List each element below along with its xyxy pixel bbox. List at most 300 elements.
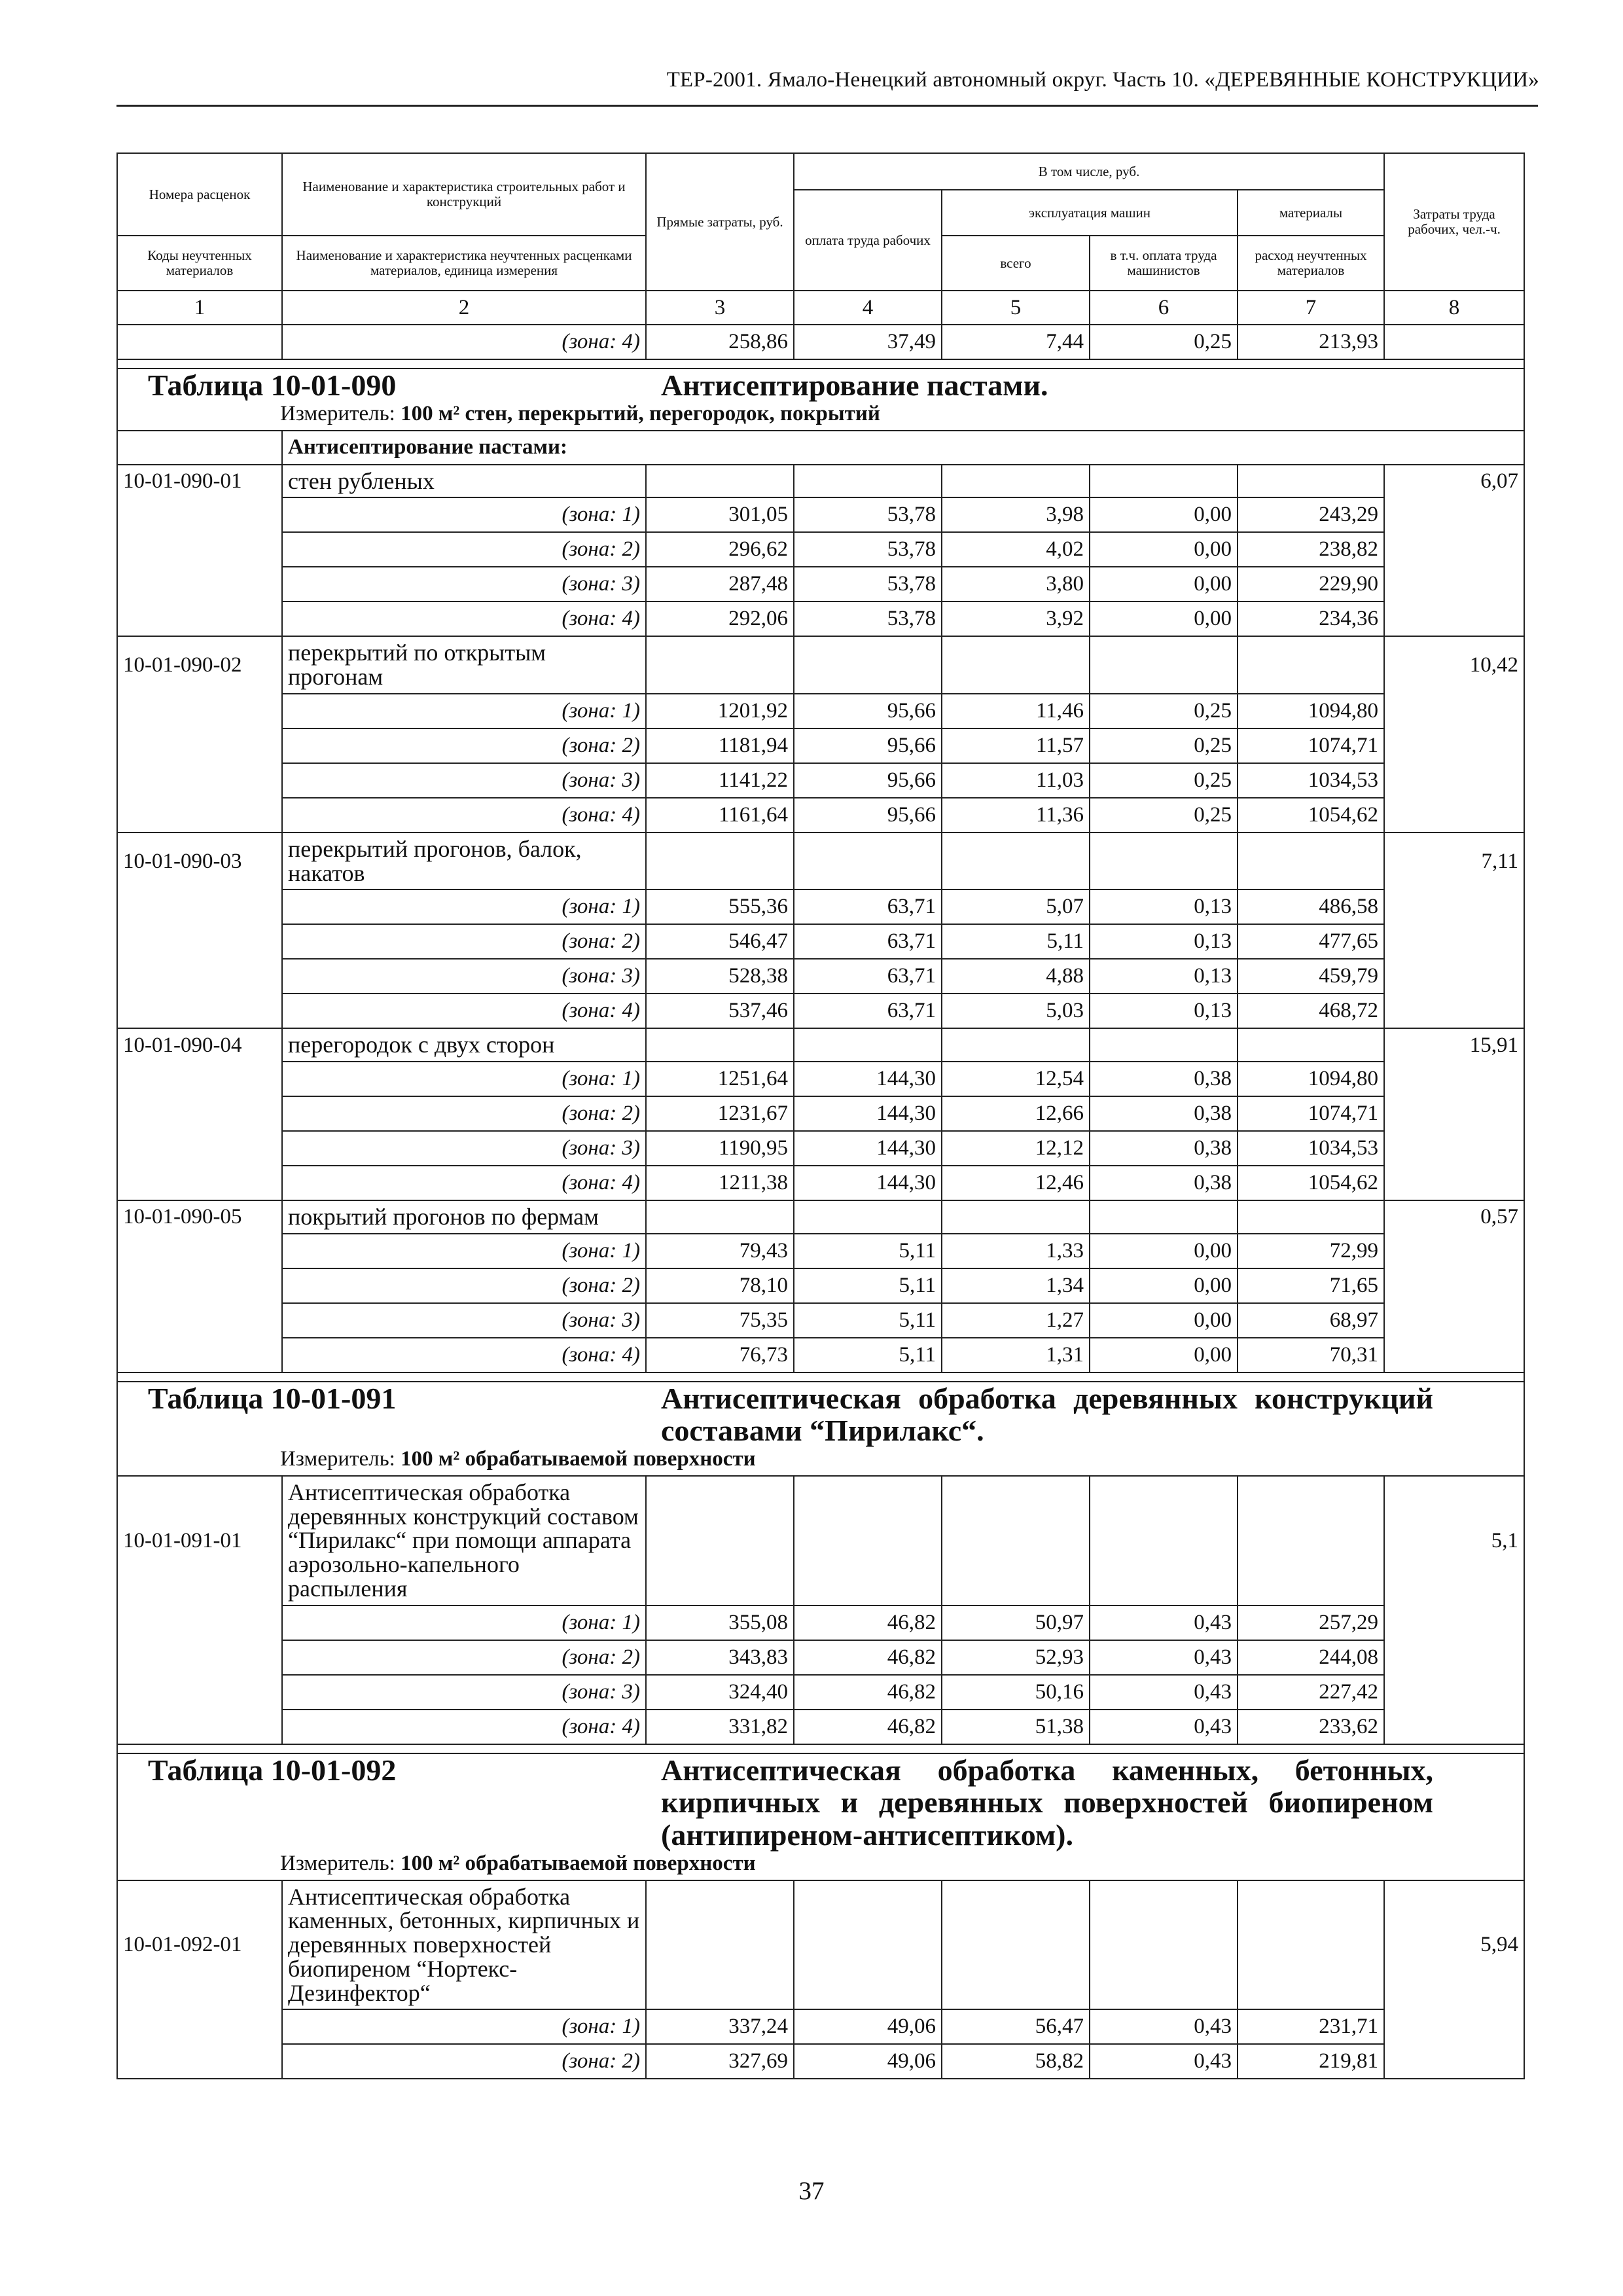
section-spacer (117, 359, 1524, 368)
labor-pay: 5,11 (794, 1303, 942, 1338)
zone-label: (зона: 1) (282, 497, 646, 532)
direct-costs: 355,08 (646, 1605, 794, 1640)
materials-cost: 243,29 (1238, 497, 1384, 532)
machinist-pay: 0,00 (1090, 1234, 1238, 1268)
machinist-pay: 0,13 (1090, 924, 1238, 959)
direct-costs: 537,46 (646, 994, 794, 1028)
code-cell (117, 1166, 282, 1200)
rate-description: стен рубленых (282, 465, 646, 498)
zone-row (117, 763, 1524, 798)
machinist-pay: 0,25 (1090, 694, 1238, 728)
labor-pay: 46,82 (794, 1605, 942, 1640)
labor-cell (1384, 2044, 1524, 2079)
machines-total: 5,03 (942, 994, 1090, 1028)
zone-label: (зона: 2) (282, 2044, 646, 2079)
col-number: 8 (1384, 291, 1524, 325)
head-machinist-pay: в т.ч. оплата труда машинистов (1090, 236, 1238, 291)
direct-costs: 331,82 (646, 1710, 794, 1744)
machinist-pay: 0,25 (1090, 763, 1238, 798)
materials-cost: 477,65 (1238, 924, 1384, 959)
direct-costs: 337,24 (646, 2009, 794, 2044)
page-number: 37 (798, 2177, 825, 2205)
zone-row (117, 567, 1524, 601)
direct-costs: 1251,64 (646, 1062, 794, 1096)
section-091-title (117, 1382, 1524, 1476)
labor-pay: 95,66 (794, 763, 942, 798)
zone-label: (зона: 1) (282, 1605, 646, 1640)
code-cell (117, 1710, 282, 1744)
materials-cost: 257,29 (1238, 1605, 1384, 1640)
code-cell (117, 994, 282, 1028)
code-cell (117, 1096, 282, 1131)
materials-cost: 219,81 (1238, 2044, 1384, 2079)
labor-pay: 37,49 (794, 325, 942, 359)
section-spacer (117, 1372, 1524, 1382)
materials-cost: 213,93 (1238, 325, 1384, 359)
head-materials: материалы (1238, 190, 1384, 236)
labor-cell (1384, 1096, 1524, 1131)
direct-costs: 1181,94 (646, 728, 794, 763)
empty-value-cell (1090, 1880, 1238, 2010)
rate-item-row (117, 1880, 1524, 2010)
direct-costs: 301,05 (646, 497, 794, 532)
zone-label: (зона: 3) (282, 1131, 646, 1166)
labor-cell (1384, 1131, 1524, 1166)
direct-costs: 324,40 (646, 1675, 794, 1710)
empty-value-cell (646, 1476, 794, 1605)
materials-cost: 1054,62 (1238, 1166, 1384, 1200)
labor-cell (1384, 601, 1524, 636)
rate-code: 10-01-090-04 (117, 1028, 282, 1062)
labor-pay: 46,82 (794, 1640, 942, 1675)
head-labor-costs: Затраты труда рабочих, чел.-ч. (1384, 153, 1524, 291)
zone-row (117, 1234, 1524, 1268)
machinist-pay: 0,38 (1090, 1166, 1238, 1200)
materials-cost: 486,58 (1238, 889, 1384, 924)
head-material-codes: Коды неучтенных материалов (117, 236, 282, 291)
machines-total: 3,80 (942, 567, 1090, 601)
direct-costs: 555,36 (646, 889, 794, 924)
machines-total: 12,12 (942, 1131, 1090, 1166)
zone-label: (зона: 2) (282, 532, 646, 567)
zone-label: (зона: 4) (282, 1166, 646, 1200)
zone-row (117, 1268, 1524, 1303)
zone-label: (зона: 4) (282, 994, 646, 1028)
carry-over-row (117, 325, 1524, 359)
labor-pay: 53,78 (794, 497, 942, 532)
rate-code: 10-01-090-03 (117, 833, 282, 889)
head-machines-total: всего (942, 236, 1090, 291)
zone-row (117, 497, 1524, 532)
code-cell (117, 798, 282, 833)
direct-costs: 528,38 (646, 959, 794, 994)
machines-total: 3,92 (942, 601, 1090, 636)
labor-costs: 15,91 (1384, 1028, 1524, 1062)
labor-pay: 46,82 (794, 1675, 942, 1710)
direct-costs: 1190,95 (646, 1131, 794, 1166)
col-number: 7 (1238, 291, 1384, 325)
zone-row (117, 1710, 1524, 1744)
machines-total: 4,02 (942, 532, 1090, 567)
machinist-pay: 0,43 (1090, 2009, 1238, 2044)
code-cell (117, 924, 282, 959)
materials-cost: 1094,80 (1238, 1062, 1384, 1096)
code-cell (117, 1234, 282, 1268)
machines-total: 4,88 (942, 959, 1090, 994)
machinist-pay: 0,00 (1090, 601, 1238, 636)
direct-costs: 1161,64 (646, 798, 794, 833)
code-cell (117, 1062, 282, 1096)
zone-row (117, 1131, 1524, 1166)
direct-costs: 1141,22 (646, 763, 794, 798)
empty-value-cell (942, 1476, 1090, 1605)
empty-value-cell (1090, 1476, 1238, 1605)
empty-value-cell (1238, 1476, 1384, 1605)
labor-pay: 63,71 (794, 889, 942, 924)
empty-value-cell (942, 636, 1090, 693)
empty-value-cell (646, 1200, 794, 1234)
materials-cost: 227,42 (1238, 1675, 1384, 1710)
table-number: Таблица 10-01-090 (148, 368, 397, 402)
unit-value: 100 м² обрабатываемой поверхности (401, 1851, 756, 1875)
machines-total: 11,36 (942, 798, 1090, 833)
labor-cell (1384, 497, 1524, 532)
col-number: 4 (794, 291, 942, 325)
head-rate-numbers: Номера расценок (117, 153, 282, 236)
code-cell (117, 567, 282, 601)
materials-cost: 1074,71 (1238, 728, 1384, 763)
machinist-pay: 0,00 (1090, 532, 1238, 567)
zone-label: (зона: 2) (282, 1268, 646, 1303)
zone-label: (зона: 3) (282, 1303, 646, 1338)
labor-pay: 46,82 (794, 1710, 942, 1744)
machinist-pay: 0,13 (1090, 959, 1238, 994)
subheading-row (117, 431, 1524, 465)
head-direct-costs: Прямые затраты, руб. (646, 153, 794, 291)
head-unaccounted-materials: расход неучтенных материалов (1238, 236, 1384, 291)
rate-description: перегородок с двух сторон (282, 1028, 646, 1062)
zone-row (117, 924, 1524, 959)
code-cell (117, 889, 282, 924)
machinist-pay: 0,43 (1090, 2044, 1238, 2079)
materials-cost: 70,31 (1238, 1338, 1384, 1372)
labor-pay: 144,30 (794, 1166, 942, 1200)
unit-value: 100 м² обрабатываемой поверхности (401, 1447, 756, 1471)
machines-total: 5,11 (942, 924, 1090, 959)
machines-total: 11,57 (942, 728, 1090, 763)
direct-costs: 287,48 (646, 567, 794, 601)
machines-total: 5,07 (942, 889, 1090, 924)
machinist-pay: 0,00 (1090, 567, 1238, 601)
machines-total: 51,38 (942, 1710, 1090, 1744)
empty-value-cell (794, 636, 942, 693)
labor-cell (1384, 694, 1524, 728)
zone-label: (зона: 3) (282, 763, 646, 798)
code-cell (117, 2044, 282, 2079)
empty-value-cell (1238, 1880, 1384, 2010)
zone-label: (зона: 2) (282, 728, 646, 763)
machinist-pay: 0,13 (1090, 889, 1238, 924)
machinist-pay: 0,38 (1090, 1131, 1238, 1166)
labor-pay: 95,66 (794, 694, 942, 728)
zone-label: (зона: 4) (282, 1338, 646, 1372)
code-cell (117, 959, 282, 994)
labor-pay: 5,11 (794, 1234, 942, 1268)
rate-item-row (117, 833, 1524, 889)
zone-label: (зона: 3) (282, 1675, 646, 1710)
carry-labor-cell (1384, 325, 1524, 359)
col-number: 1 (117, 291, 282, 325)
section-spacer (117, 1744, 1524, 1753)
machines-total: 3,98 (942, 497, 1090, 532)
empty-value-cell (646, 833, 794, 889)
labor-cell (1384, 532, 1524, 567)
empty-value-cell (1090, 465, 1238, 498)
labor-pay: 144,30 (794, 1062, 942, 1096)
empty-value-cell (942, 1880, 1090, 2010)
machinist-pay: 0,00 (1090, 1268, 1238, 1303)
rate-item-row (117, 1028, 1524, 1062)
labor-pay: 63,71 (794, 994, 942, 1028)
column-numbers-row (117, 291, 1524, 325)
rate-item-row (117, 1476, 1524, 1605)
rate-description: Антисептическая обработка деревянных конструкций составом “Пирилакс“ при помощи аппарата аэрозольно-капельного распыления (282, 1476, 646, 1605)
zone-row (117, 889, 1524, 924)
empty-value-cell (942, 833, 1090, 889)
machines-total: 7,44 (942, 325, 1090, 359)
head-work-name: Наименование и характеристика строительных работ и конструкций (282, 153, 646, 236)
table-title: Антисептическая обработка каменных, бетонных, кирпичных и деревянных поверхностей биопиреном (антипиреном-антисептиком). (661, 1753, 1434, 1852)
head-including: В том числе, руб. (794, 153, 1384, 190)
machinist-pay: 0,25 (1090, 728, 1238, 763)
zone-row (117, 1338, 1524, 1372)
table-number: Таблица 10-01-092 (148, 1753, 397, 1787)
empty-value-cell (646, 465, 794, 498)
direct-costs: 76,73 (646, 1338, 794, 1372)
machines-total: 11,46 (942, 694, 1090, 728)
machinist-pay: 0,43 (1090, 1675, 1238, 1710)
rate-description: Антисептическая обработка каменных, бетонных, кирпичных и деревянных поверхностей биопиреном “Нортекс-Дезинфектор“ (282, 1880, 646, 2010)
empty-value-cell (1238, 1028, 1384, 1062)
machinist-pay: 0,43 (1090, 1640, 1238, 1675)
section-092-title (117, 1753, 1524, 1880)
machines-total: 12,54 (942, 1062, 1090, 1096)
machines-total: 1,34 (942, 1268, 1090, 1303)
zone-label: (зона: 1) (282, 1062, 646, 1096)
rates-table (116, 152, 1525, 2079)
empty-value-cell (942, 1200, 1090, 1234)
labor-pay: 49,06 (794, 2009, 942, 2044)
direct-costs: 258,86 (646, 325, 794, 359)
rate-description: перекрытий по открытым прогонам (282, 636, 646, 693)
labor-costs: 10,42 (1384, 636, 1524, 693)
empty-value-cell (646, 1028, 794, 1062)
materials-cost: 1054,62 (1238, 798, 1384, 833)
col-number: 3 (646, 291, 794, 325)
unit-value: 100 м² стен, перекрытий, перегородок, покрытий (401, 401, 880, 425)
machinist-pay: 0,13 (1090, 994, 1238, 1028)
direct-costs: 1231,67 (646, 1096, 794, 1131)
empty-value-cell (1090, 1200, 1238, 1234)
labor-cell (1384, 2009, 1524, 2044)
zone-label: (зона: 1) (282, 889, 646, 924)
materials-cost: 72,99 (1238, 1234, 1384, 1268)
direct-costs: 296,62 (646, 532, 794, 567)
labor-pay: 144,30 (794, 1096, 942, 1131)
direct-costs: 327,69 (646, 2044, 794, 2079)
subheading: Антисептирование пастами: (282, 431, 1524, 465)
empty-value-cell (794, 1476, 942, 1605)
machines-total: 50,97 (942, 1605, 1090, 1640)
materials-cost: 68,97 (1238, 1303, 1384, 1338)
zone-label: (зона: 4) (282, 325, 646, 359)
materials-cost: 1034,53 (1238, 763, 1384, 798)
head-material-names: Наименование и характеристика неучтенных расценками материалов, единица измерения (282, 236, 646, 291)
machinist-pay: 0,43 (1090, 1710, 1238, 1744)
machines-total: 50,16 (942, 1675, 1090, 1710)
empty-value-cell (794, 465, 942, 498)
labor-cell (1384, 1605, 1524, 1640)
empty-value-cell (794, 1028, 942, 1062)
labor-cell (1384, 994, 1524, 1028)
zone-label: (зона: 2) (282, 1640, 646, 1675)
materials-cost: 234,36 (1238, 601, 1384, 636)
section-090-title (117, 368, 1524, 431)
empty-value-cell (794, 1200, 942, 1234)
unit-of-measure: Измеритель: 100 м² стен, перекрытий, перегородок, покрытий (280, 401, 880, 425)
code-cell (117, 763, 282, 798)
machinist-pay: 0,38 (1090, 1096, 1238, 1131)
zone-row (117, 1605, 1524, 1640)
labor-cell (1384, 798, 1524, 833)
labor-pay: 63,71 (794, 924, 942, 959)
labor-cell (1384, 567, 1524, 601)
table-number: Таблица 10-01-091 (148, 1381, 397, 1415)
zone-row (117, 2044, 1524, 2079)
rate-item-row (117, 1200, 1524, 1234)
labor-costs: 0,57 (1384, 1200, 1524, 1234)
zone-label: (зона: 2) (282, 924, 646, 959)
zone-label: (зона: 4) (282, 601, 646, 636)
col-number: 2 (282, 291, 646, 325)
code-cell (117, 1605, 282, 1640)
materials-cost: 1094,80 (1238, 694, 1384, 728)
code-cell (117, 1131, 282, 1166)
labor-pay: 5,11 (794, 1338, 942, 1372)
empty-value-cell (1090, 833, 1238, 889)
zone-label: (зона: 4) (282, 798, 646, 833)
machinist-pay: 0,43 (1090, 1605, 1238, 1640)
labor-cell (1384, 1640, 1524, 1675)
machines-total: 1,33 (942, 1234, 1090, 1268)
rate-code: 10-01-092-01 (117, 1880, 282, 2010)
code-cell (117, 1640, 282, 1675)
machinist-pay: 0,00 (1090, 1303, 1238, 1338)
unit-of-measure: Измеритель: 100 м² обрабатываемой поверхности (280, 1851, 756, 1875)
machines-total: 1,31 (942, 1338, 1090, 1372)
zone-row (117, 994, 1524, 1028)
machines-total: 56,47 (942, 2009, 1090, 2044)
code-cell (117, 1303, 282, 1338)
carry-code-cell (117, 325, 282, 359)
page-header: ТЕР-2001. Ямало-Ненецкий автономный округ. Часть 10. «ДЕРЕВЯННЫЕ КОНСТРУКЦИИ» (666, 68, 1539, 92)
zone-row (117, 959, 1524, 994)
rate-code: 10-01-090-02 (117, 636, 282, 693)
labor-cell (1384, 763, 1524, 798)
direct-costs: 79,43 (646, 1234, 794, 1268)
labor-cell (1384, 959, 1524, 994)
empty-value-cell (942, 1028, 1090, 1062)
empty-value-cell (1238, 833, 1384, 889)
zone-label: (зона: 1) (282, 694, 646, 728)
labor-costs: 6,07 (1384, 465, 1524, 498)
machines-total: 12,66 (942, 1096, 1090, 1131)
materials-cost: 1034,53 (1238, 1131, 1384, 1166)
direct-costs: 546,47 (646, 924, 794, 959)
empty-value-cell (942, 465, 1090, 498)
zone-row (117, 2009, 1524, 2044)
materials-cost: 459,79 (1238, 959, 1384, 994)
rate-code: 10-01-090-05 (117, 1200, 282, 1234)
machines-total: 52,93 (942, 1640, 1090, 1675)
zone-row (117, 1303, 1524, 1338)
labor-cell (1384, 1062, 1524, 1096)
empty-value-cell (646, 1880, 794, 2010)
machinist-pay: 0,25 (1090, 798, 1238, 833)
labor-pay: 144,30 (794, 1131, 942, 1166)
zone-row (117, 1640, 1524, 1675)
code-cell (117, 1268, 282, 1303)
labor-costs: 5,1 (1384, 1476, 1524, 1605)
code-cell (117, 694, 282, 728)
zone-label: (зона: 2) (282, 1096, 646, 1131)
empty-value-cell (1238, 1200, 1384, 1234)
zone-label: (зона: 1) (282, 2009, 646, 2044)
rate-description: покрытий прогонов по фермам (282, 1200, 646, 1234)
col-number: 6 (1090, 291, 1238, 325)
zone-row (117, 1675, 1524, 1710)
labor-cell (1384, 1338, 1524, 1372)
machines-total: 1,27 (942, 1303, 1090, 1338)
header-rule (116, 105, 1538, 107)
labor-cell (1384, 1710, 1524, 1744)
labor-cell (1384, 924, 1524, 959)
labor-cell (1384, 1268, 1524, 1303)
head-machines: эксплуатация машин (942, 190, 1238, 236)
table-title: Антисептическая обработка деревянных конструкций составами “Пирилакс“. (661, 1381, 1434, 1448)
machinist-pay: 0,38 (1090, 1062, 1238, 1096)
materials-cost: 71,65 (1238, 1268, 1384, 1303)
labor-cell (1384, 1166, 1524, 1200)
direct-costs: 1211,38 (646, 1166, 794, 1200)
materials-cost: 238,82 (1238, 532, 1384, 567)
labor-cell (1384, 1234, 1524, 1268)
materials-cost: 1074,71 (1238, 1096, 1384, 1131)
empty-value-cell (1090, 1028, 1238, 1062)
zone-row (117, 1166, 1524, 1200)
machinist-pay: 0,25 (1090, 325, 1238, 359)
labor-pay: 95,66 (794, 798, 942, 833)
rate-description: перекрытий прогонов, балок, накатов (282, 833, 646, 889)
zone-row (117, 601, 1524, 636)
machines-total: 58,82 (942, 2044, 1090, 2079)
empty-value-cell (794, 1880, 942, 2010)
zone-row (117, 1096, 1524, 1131)
zone-label: (зона: 3) (282, 959, 646, 994)
labor-costs: 7,11 (1384, 833, 1524, 889)
zone-row (117, 798, 1524, 833)
unit-of-measure: Измеритель: 100 м² обрабатываемой поверхности (280, 1447, 756, 1471)
